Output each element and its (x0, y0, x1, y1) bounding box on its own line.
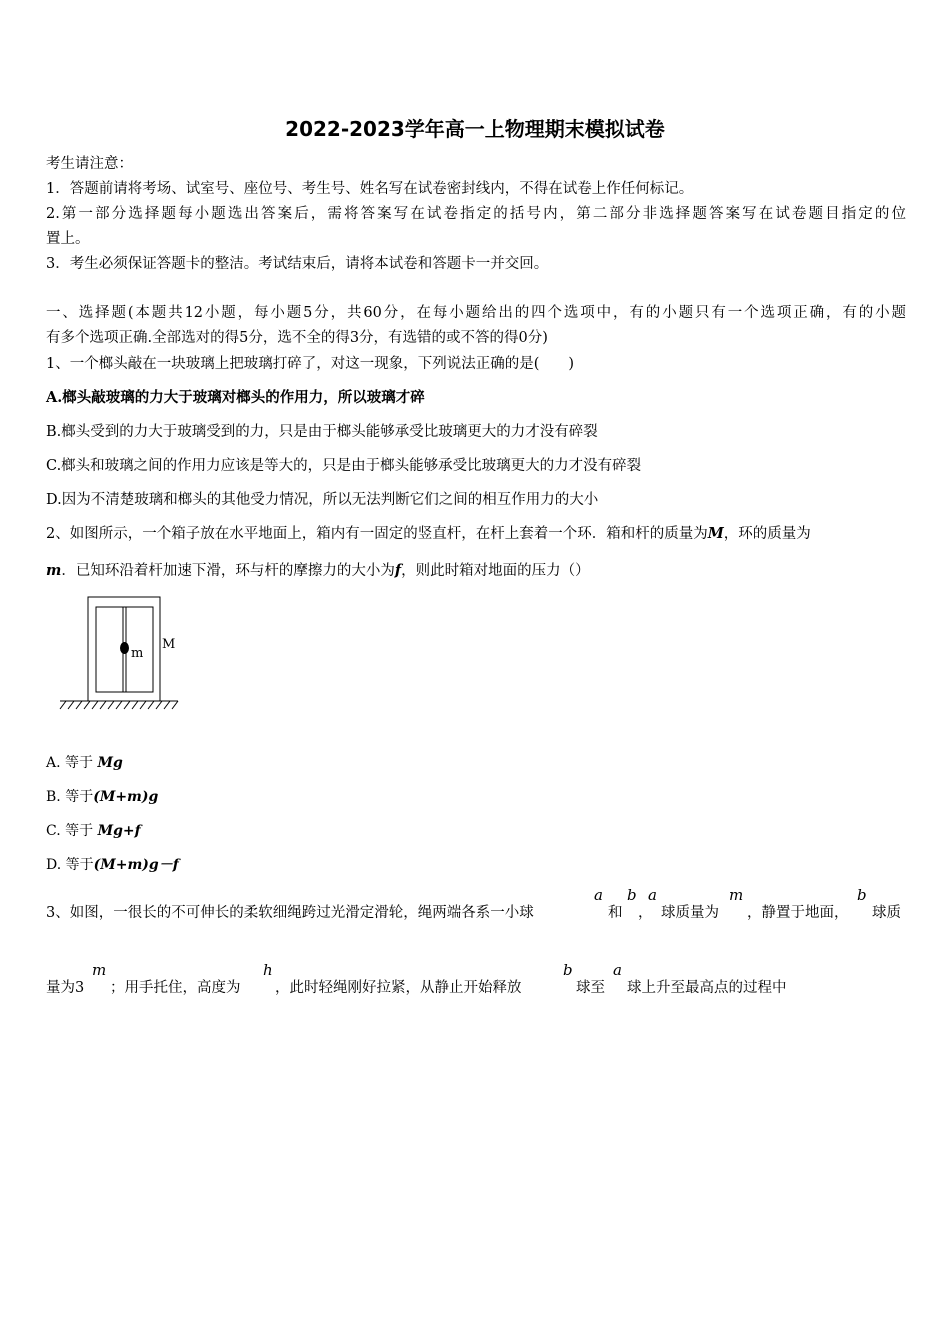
q2-stem-text: 2、如图所示，一个箱子放在水平地面上，箱内有一固定的竖直杆，在杆上套着一个环．箱和杆的质量为 (46, 526, 708, 542)
q2-stem-line-1 (46, 522, 811, 543)
q3-text-5: ，静置于地面， (747, 905, 849, 921)
q3-text-4: 球质量为 (661, 905, 719, 921)
q3-symbol-b-1: b (627, 886, 637, 904)
q3-symbol-a-1: a (594, 886, 603, 904)
page-title: 2022-2023学年高一上物理期末模拟试卷 (285, 117, 665, 141)
q3-text-11: 球上升至最高点的过程中 (627, 980, 787, 996)
q3-symbol-a-3: a (613, 961, 622, 979)
q1-option-c: C.榔头和玻璃之间的作用力应该是等大的，只是由于榔头能够承受比玻璃更大的力才没有碎裂 (46, 458, 642, 474)
ring (120, 642, 129, 654)
notice-item-2-cont: 置上。 (46, 231, 90, 247)
q2-option-a-expr: Mg (97, 755, 123, 771)
q3-text-1: 3、如图，一很长的不可伸长的柔软细绳跨过光滑定滑轮，绳两端各系一小球 (46, 905, 534, 921)
q2-option-a-prefix: A. 等于 (46, 755, 98, 771)
q2-var-m: m (46, 562, 62, 579)
q3-text-3: ， (638, 905, 653, 921)
q2-option-d (46, 854, 179, 874)
q2-option-c-prefix: C. 等于 (46, 823, 98, 839)
q2-option-d-prefix: D. 等于 (46, 857, 94, 873)
q2-var-f: f (394, 562, 402, 579)
q2-option-a (46, 752, 123, 772)
ring-label: m (131, 646, 144, 661)
q2-option-b-expr: (M+m)g (93, 789, 159, 805)
q1-option-d: D.因为不清楚玻璃和榔头的其他受力情况，所以无法判断它们之间的相互作用力的大小 (46, 492, 599, 508)
notice-heading: 考生请注意： (46, 156, 133, 172)
q1-option-a: A.榔头敲玻璃的力大于玻璃对榔头的作用力，所以玻璃才碎 (46, 389, 425, 406)
q2-option-b (46, 786, 158, 806)
q2-stem-text-2: ．已知环沿着杆加速下滑，环与杆的摩擦力的大小为 (61, 563, 395, 579)
section-heading-line-2: 有多个选项正确.全部选对的得5分，选不全的得3分，有选错的或不答的得0分) (46, 330, 548, 346)
q3-symbol-m-2: m (92, 961, 107, 979)
q2-option-b-prefix: B. 等于 (46, 789, 94, 805)
notice-item-2: 2.第一部分选择题每小题选出答案后，需将答案写在试卷指定的括号内，第二部分非选择题答案写在试卷题目指定的位 (46, 206, 906, 222)
q2-option-c-expr: Mg+f (97, 823, 141, 839)
q2-var-M: M (707, 525, 724, 542)
q3-symbol-a-2: a (648, 886, 657, 904)
q2-stem-line-2 (46, 559, 590, 580)
q2-option-c (46, 820, 141, 840)
notice-item-3: 3．考生必须保证答题卡的整洁。考试结束后，请将本试卷和答题卡一并交回。 (46, 256, 549, 272)
q3-symbol-b-3: b (563, 961, 573, 979)
q3-text-10: 球至 (576, 980, 605, 996)
section-heading-line-1: 一、选择题(本题共12小题，每小题5分，共60分，在每小题给出的四个选项中，有的小题只有一个选项正确，有的小题 (46, 305, 906, 321)
q3-text-2: 和 (608, 905, 623, 921)
box-rod-ring-figure (56, 592, 186, 714)
q2-stem-text-2-end: ，则此时箱对地面的压力（） (401, 563, 590, 579)
q3-symbol-h: h (263, 961, 273, 979)
q2-option-d-expr: (M+m)g－f (93, 857, 179, 873)
q3-text-7: 量为3 (46, 980, 85, 996)
q1-stem: 1、一个榔头敲在一块玻璃上把玻璃打碎了，对这一现象，下列说法正确的是( ) (46, 356, 575, 372)
ground-hatching (60, 701, 178, 709)
q3-symbol-m-1: m (729, 886, 744, 904)
notice-item-1: 1．答题前请将考场、试室号、座位号、考生号、姓名写在试卷密封线内，不得在试卷上作任何标记。 (46, 181, 694, 197)
q1-option-b: B.榔头受到的力大于玻璃受到的力，只是由于榔头能够承受比玻璃更大的力才没有碎裂 (46, 424, 598, 440)
q2-stem-text-end: ，环的质量为 (723, 526, 811, 542)
q3-text-9: ，此时轻绳刚好拉紧，从静止开始释放 (275, 980, 522, 996)
q3-text-6: 球质 (872, 905, 901, 921)
q3-text-8: ；用手托住，高度为 (110, 980, 241, 996)
q3-symbol-b-2: b (857, 886, 867, 904)
box-label: M (162, 637, 176, 652)
